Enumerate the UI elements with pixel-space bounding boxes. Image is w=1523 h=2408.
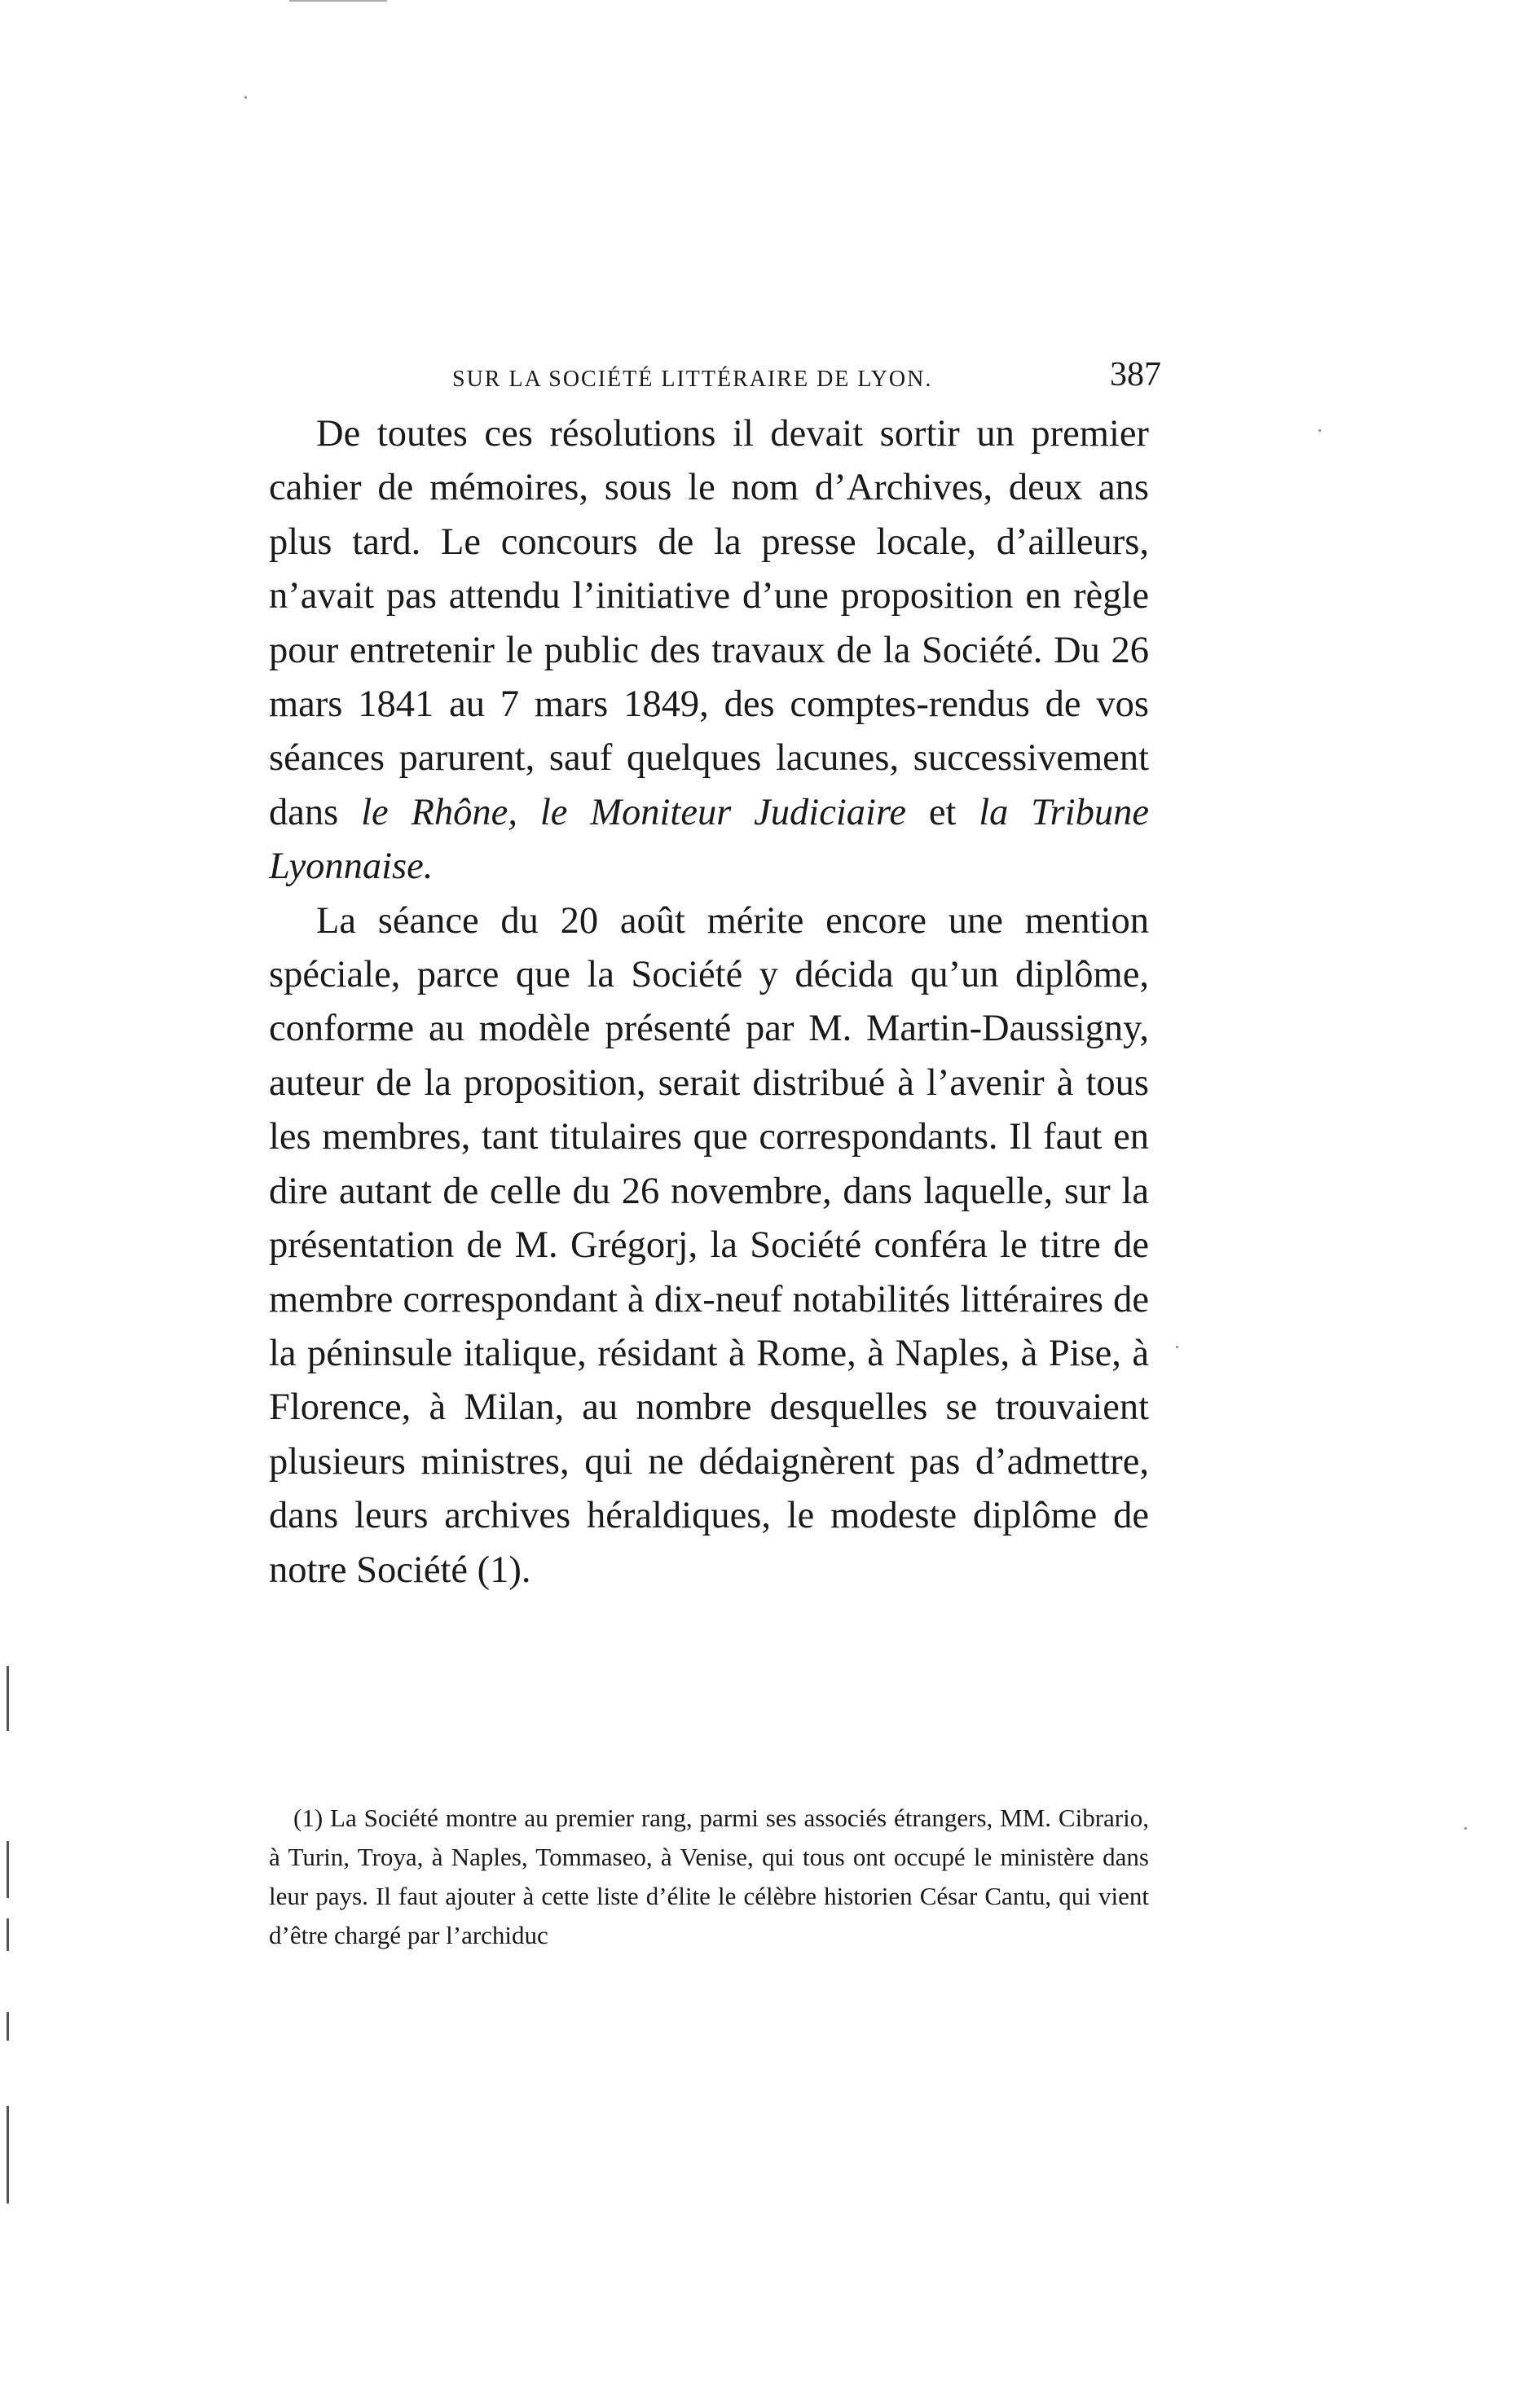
- margin-mark: [7, 1666, 9, 1731]
- paragraph-1-italic-2: la Tribune Lyonnaise.: [269, 791, 1149, 888]
- margin-mark: [7, 1841, 9, 1898]
- page-number: 387: [1110, 356, 1161, 393]
- paragraph-1-conjunction: et: [905, 791, 979, 833]
- footnote: (1) La Société montre au premier rang, parmi ses associés étrangers, MM. Cibrario, à Turin, Troya, à Naples, Tommaseo, à Venise, qui tous ont occupé le ministère dans leur pays. Il faut ajouter à cette liste d’élite le célèbre historien César Cantu, qui vient d’être chargé par l’archiduc: [269, 1804, 1149, 1949]
- scan-artifact-top-rule: [289, 0, 387, 2]
- margin-mark: [7, 2012, 9, 2041]
- margin-mark: [7, 2106, 9, 2204]
- paragraph-1: [269, 407, 1149, 894]
- paragraph-2: La séance du 20 août mérite encore une mention spéciale, parce que la Société y décida qu’un diplôme, conforme au modèle présenté par M. Martin-Daussigny, auteur de la proposition, serait distribué à l’avenir à tous les membres, tant titulaires que correspondants. Il faut en dire autant de celle du 26 novembre, dans laquelle, sur la présentation de M. Grégorj, la Société conféra le titre de membre correspondant à dix-neuf notabilités littéraires de la péninsule italique, résidant à Rome, à Naples, à Pise, à Florence, à Milan, au nombre desquelles se trouvaient plusieurs ministres, qui ne dédaignèrent pas d’admettre, dans leurs archives héraldiques, le modeste diplôme de notre Société (1).: [269, 899, 1149, 1591]
- scan-speck: [244, 96, 247, 99]
- paragraph-1-italic-1: le Rhône, le Moniteur Judiciaire: [361, 791, 906, 833]
- scan-speck: [1464, 1827, 1467, 1830]
- running-title: SUR LA SOCIÉTÉ LITTÉRAIRE DE LYON.: [452, 367, 933, 392]
- paragraph-1-text: De toutes ces résolutions il devait sortir un premier cahier de mémoires, sous le nom d’Archives, deux ans plus tard. Le concours de la presse locale, d’ailleurs, n’avait pas attendu l’initiative d’une proposition en règle pour entretenir le public des travaux de la Société. Du 26 mars 1841 au 7 mars 1849, des comptes-rendus de vos séances parurent, sauf quelques lacunes, successivement dans: [269, 413, 1149, 833]
- body-text: [269, 407, 1149, 1597]
- scan-speck: [1318, 429, 1321, 432]
- margin-mark: [7, 1918, 9, 1951]
- running-head: [452, 355, 1161, 404]
- scan-speck: [1176, 1346, 1178, 1348]
